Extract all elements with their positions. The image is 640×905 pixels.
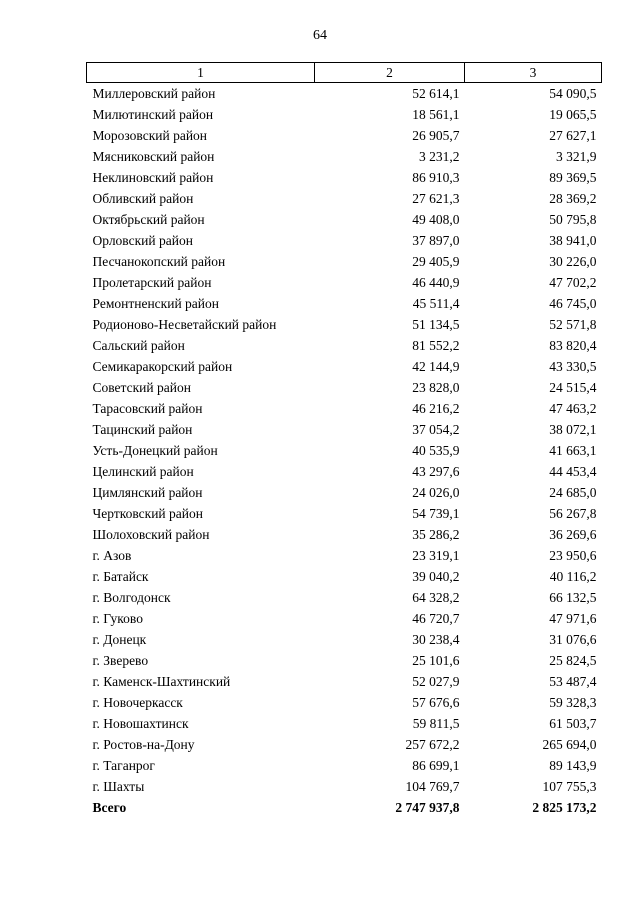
- table-row: [87, 419, 602, 440]
- table-row: [87, 440, 602, 461]
- row-value-col-3: 50 795,8: [549, 212, 597, 227]
- table-body: [87, 83, 602, 819]
- row-name: Морозовский район: [92, 128, 208, 143]
- table-row: [87, 398, 602, 419]
- row-name: Неклиновский район: [92, 170, 214, 185]
- header-col-2: 2: [315, 63, 465, 83]
- row-name: Тацинский район: [92, 422, 193, 437]
- row-value-col-2: 64 328,2: [412, 590, 460, 605]
- row-name: Ремонтненский район: [92, 296, 219, 311]
- table-row: [87, 608, 602, 629]
- row-value-col-3: 83 820,4: [549, 338, 597, 353]
- row-value-col-3: 25 824,5: [549, 653, 597, 668]
- row-value-col-2: 257 672,2: [405, 737, 460, 752]
- row-value-col-2: 81 552,2: [412, 338, 460, 353]
- row-value-col-3: 47 702,2: [549, 275, 597, 290]
- row-value-col-2: 86 699,1: [412, 758, 460, 773]
- row-value-col-2: 25 101,6: [412, 653, 460, 668]
- table-row: [87, 104, 602, 125]
- table-row: [87, 734, 602, 755]
- row-name: Шолоховский район: [92, 527, 210, 542]
- data-table: [86, 62, 602, 818]
- header-col-1: 1: [87, 63, 315, 83]
- table-row: [87, 524, 602, 545]
- row-name: Целинский район: [92, 464, 194, 479]
- row-value-col-2: 46 440,9: [412, 275, 460, 290]
- table-row: [87, 587, 602, 608]
- table-row: [87, 692, 602, 713]
- row-value-col-3: 38 941,0: [549, 233, 597, 248]
- row-name: г. Каменск-Шахтинский: [92, 674, 231, 689]
- table-row: [87, 713, 602, 734]
- table-row: [87, 314, 602, 335]
- table-header: [87, 63, 602, 83]
- table-row: [87, 209, 602, 230]
- row-name: Чертковский район: [92, 506, 203, 521]
- row-value-col-2: 37 054,2: [412, 422, 460, 437]
- row-value-col-3: 44 453,4: [549, 464, 597, 479]
- row-value-col-2: 30 238,4: [412, 632, 460, 647]
- table-row: [87, 377, 602, 398]
- row-value-col-2: 43 297,6: [412, 464, 460, 479]
- row-value-col-3: 61 503,7: [549, 716, 597, 731]
- row-value-col-3: 31 076,6: [549, 632, 597, 647]
- row-value-col-2: 27 621,3: [412, 191, 460, 206]
- table-row: [87, 566, 602, 587]
- row-value-col-2: 18 561,1: [412, 107, 460, 122]
- row-name: г. Шахты: [92, 779, 145, 794]
- row-value-col-3: 107 755,3: [542, 779, 597, 794]
- table-row: [87, 251, 602, 272]
- row-value-col-3: 24 515,4: [549, 380, 597, 395]
- row-name: Родионово-Несветайский район: [92, 317, 277, 332]
- row-value-col-2: 104 769,7: [405, 779, 460, 794]
- row-name: Усть-Донецкий район: [92, 443, 218, 458]
- table-row: [87, 356, 602, 377]
- row-value-col-3: 46 745,0: [549, 296, 597, 311]
- row-value-col-2: 46 216,2: [412, 401, 460, 416]
- row-value-col-2: 37 897,0: [412, 233, 460, 248]
- row-value-col-2: 86 910,3: [412, 170, 460, 185]
- row-value-col-3: 52 571,8: [549, 317, 597, 332]
- row-value-col-2: 40 535,9: [412, 443, 460, 458]
- row-value-col-2: 59 811,5: [412, 716, 460, 731]
- row-value-col-2: 45 511,4: [412, 296, 460, 311]
- row-value-col-3: 23 950,6: [549, 548, 597, 563]
- row-name: г. Таганрог: [92, 758, 155, 773]
- table-row: [87, 146, 602, 167]
- table-row: [87, 230, 602, 251]
- row-value-col-2: 23 319,1: [412, 548, 460, 563]
- row-value-col-3: 36 269,6: [549, 527, 597, 542]
- row-name: Песчанокопский район: [92, 254, 226, 269]
- row-value-col-3: 28 369,2: [549, 191, 597, 206]
- row-name: Семикаракорский район: [92, 359, 233, 374]
- row-value-col-3: 53 487,4: [549, 674, 597, 689]
- table-row: [87, 629, 602, 650]
- row-value-col-2: 3 231,2: [419, 149, 460, 164]
- table-row: [87, 125, 602, 146]
- row-value-col-2: 49 408,0: [412, 212, 460, 227]
- row-value-col-3: 54 090,5: [549, 86, 597, 101]
- row-name: г. Донецк: [92, 632, 147, 647]
- table-row: [87, 755, 602, 776]
- table-row: [87, 650, 602, 671]
- row-value-col-3: 56 267,8: [549, 506, 597, 521]
- row-value-col-2: 52 614,1: [412, 86, 460, 101]
- row-name: Сальский район: [92, 338, 185, 353]
- row-name: г. Волгодонск: [92, 590, 171, 605]
- row-value-col-3: 59 328,3: [549, 695, 597, 710]
- total-value-col-3: 2 825 173,2: [532, 800, 597, 815]
- row-value-col-2: 57 676,6: [412, 695, 460, 710]
- row-value-col-2: 23 828,0: [412, 380, 460, 395]
- row-value-col-2: 39 040,2: [412, 569, 460, 584]
- total-label: Всего: [92, 800, 127, 815]
- header-col-3: 3: [465, 63, 602, 83]
- table-row: [87, 503, 602, 524]
- page-number: 64: [313, 28, 327, 43]
- row-name: г. Азов: [92, 548, 132, 563]
- row-value-col-3: 3 321,9: [556, 149, 597, 164]
- total-row: [87, 797, 602, 818]
- row-value-col-3: 265 694,0: [542, 737, 597, 752]
- table-row: [87, 167, 602, 188]
- row-name: Цимлянский район: [92, 485, 203, 500]
- row-name: г. Новочеркасск: [92, 695, 183, 710]
- header-row: [87, 63, 602, 83]
- row-value-col-2: 24 026,0: [412, 485, 460, 500]
- row-value-col-3: 30 226,0: [549, 254, 597, 269]
- row-name: Пролетарский район: [92, 275, 212, 290]
- row-value-col-3: 19 065,5: [549, 107, 597, 122]
- total-value-col-2: 2 747 937,8: [395, 800, 460, 815]
- table-row: [87, 776, 602, 797]
- row-name: г. Ростов-на-Дону: [92, 737, 195, 752]
- row-value-col-2: 42 144,9: [412, 359, 460, 374]
- row-value-col-3: 43 330,5: [549, 359, 597, 374]
- row-value-col-2: 46 720,7: [412, 611, 460, 626]
- row-name: Милютинский район: [92, 107, 214, 122]
- row-value-col-2: 26 905,7: [412, 128, 460, 143]
- row-value-col-3: 40 116,2: [549, 569, 597, 584]
- row-value-col-3: 89 143,9: [549, 758, 597, 773]
- row-value-col-2: 35 286,2: [412, 527, 460, 542]
- row-name: Октябрьский район: [92, 212, 205, 227]
- row-value-col-2: 51 134,5: [412, 317, 460, 332]
- row-value-col-3: 27 627,1: [549, 128, 597, 143]
- table-row: [87, 83, 602, 105]
- row-name: Советский район: [92, 380, 191, 395]
- row-value-col-3: 38 072,1: [549, 422, 597, 437]
- row-value-col-3: 89 369,5: [549, 170, 597, 185]
- table-row: [87, 545, 602, 566]
- table-row: [87, 272, 602, 293]
- row-value-col-3: 24 685,0: [549, 485, 597, 500]
- row-value-col-3: 66 132,5: [549, 590, 597, 605]
- table-row: [87, 293, 602, 314]
- row-name: Обливский район: [92, 191, 194, 206]
- row-value-col-3: 47 971,6: [549, 611, 597, 626]
- row-value-col-3: 41 663,1: [549, 443, 597, 458]
- table-row: [87, 671, 602, 692]
- row-name: Миллеровский район: [92, 86, 216, 101]
- row-name: г. Гуково: [92, 611, 143, 626]
- row-value-col-2: 52 027,9: [412, 674, 460, 689]
- row-name: Орловский район: [92, 233, 193, 248]
- row-name: г. Зверево: [92, 653, 149, 668]
- row-value-col-2: 54 739,1: [412, 506, 460, 521]
- row-value-col-3: 47 463,2: [549, 401, 597, 416]
- row-name: Мясниковский район: [92, 149, 215, 164]
- table-row: [87, 461, 602, 482]
- table-row: [87, 335, 602, 356]
- row-name: г. Батайск: [92, 569, 149, 584]
- row-value-col-2: 29 405,9: [412, 254, 460, 269]
- table-row: [87, 188, 602, 209]
- row-name: Тарасовский район: [92, 401, 203, 416]
- row-name: г. Новошахтинск: [92, 716, 189, 731]
- table-row: [87, 482, 602, 503]
